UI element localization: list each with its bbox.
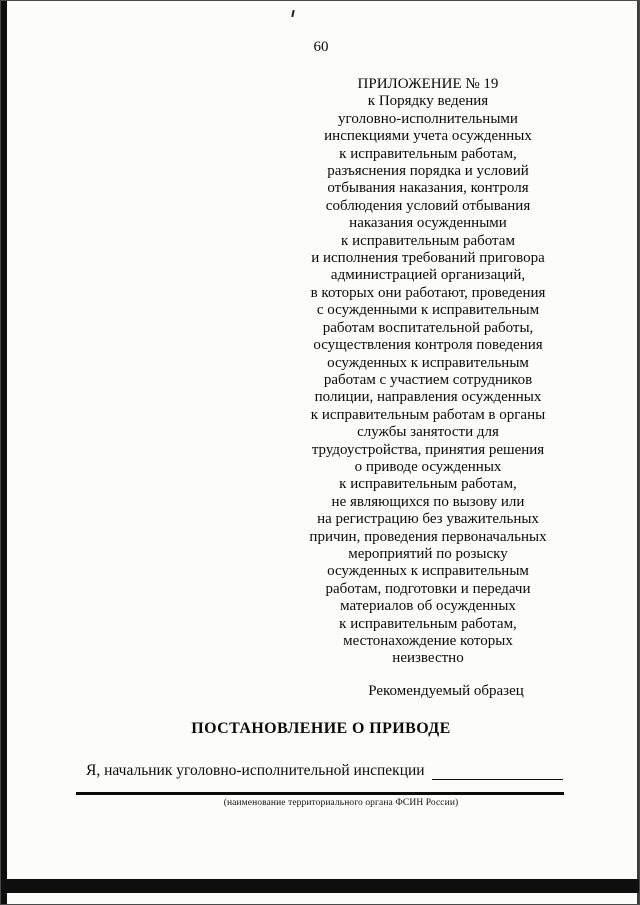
inspection-name-blank [432,762,563,780]
appendix-line: к исправительным работам, [339,615,517,632]
appendix-line: местонахождение которых [343,633,513,649]
appendix-line: разъяснения порядка и условий [327,163,529,180]
appendix-line: к исправительным работам, [339,476,517,493]
appendix-line: не являющихся по вызову или [331,493,525,510]
scan-edge-right [637,1,639,905]
blank-caption: (наименование территориального органа ФСИН России) [223,798,459,808]
scan-edge-bottom [1,879,640,893]
appendix-line: уголовно-исполнительными [338,110,518,127]
appendix-line: соблюдения условий отбывания [325,197,531,214]
form-title: ПОСТАНОВЛЕНИЕ О ПРИВОДЕ [191,720,451,737]
appendix-line: в которых они работают, проведения [310,284,546,301]
appendix-line: мероприятий по розыску [348,545,508,562]
appendix-line: работам с участием сотрудников [323,371,533,388]
appendix-line: к исправительным работам в органы [310,406,546,423]
appendix-line: к исправительным работам [341,232,515,249]
appendix-line: к исправительным работам, [339,145,517,162]
scan-noise-mark [291,10,294,17]
appendix-line: работам воспитательной работы, [322,319,534,336]
appendix-line: о приводе осужденных [354,458,502,475]
appendix-lines [279,93,577,667]
appendix-line: причин, проведения первоначальных [309,528,547,545]
appendix-line: осужденных к исправительным [327,563,529,580]
appendix-line: осуществления контроля поведения [313,337,543,354]
recommended-sample-label: Рекомендуемый образец [368,683,524,699]
appendix-line: работам, подготовки и передачи [325,580,531,597]
appendix-line: на регистрацию без уважительных [317,511,539,528]
appendix-line: отбывания наказания, контроля [327,180,529,197]
intro-line [86,761,563,780]
appendix-line: с осужденными к исправительным [316,302,540,319]
appendix-line: администрацией организаций, [330,267,526,284]
appendix-line: инспекциями учета осужденных [324,128,532,145]
appendix-title: ПРИЛОЖЕНИЕ № 19 [357,76,499,92]
appendix-line: неизвестно [392,650,464,667]
appendix-line: осужденных к исправительным [327,354,529,371]
appendix-line: и исполнения требований приговора [311,250,545,267]
appendix-line: материалов об осужденных [340,598,516,615]
appendix-line: наказания осужденными [349,215,507,232]
signature-rule [76,792,564,795]
appendix-line: к Порядку ведения [367,93,489,110]
intro-text: Я, начальник уголовно-исполнительной инспекции [86,762,425,779]
appendix-block [279,76,577,668]
scan-edge-left [1,1,7,905]
appendix-line: трудоустройства, принятия решения [311,441,545,458]
page-number: 60 [313,39,329,55]
appendix-line: службы занятости для [357,424,499,441]
appendix-line: полиции, направления осужденных [314,389,542,406]
